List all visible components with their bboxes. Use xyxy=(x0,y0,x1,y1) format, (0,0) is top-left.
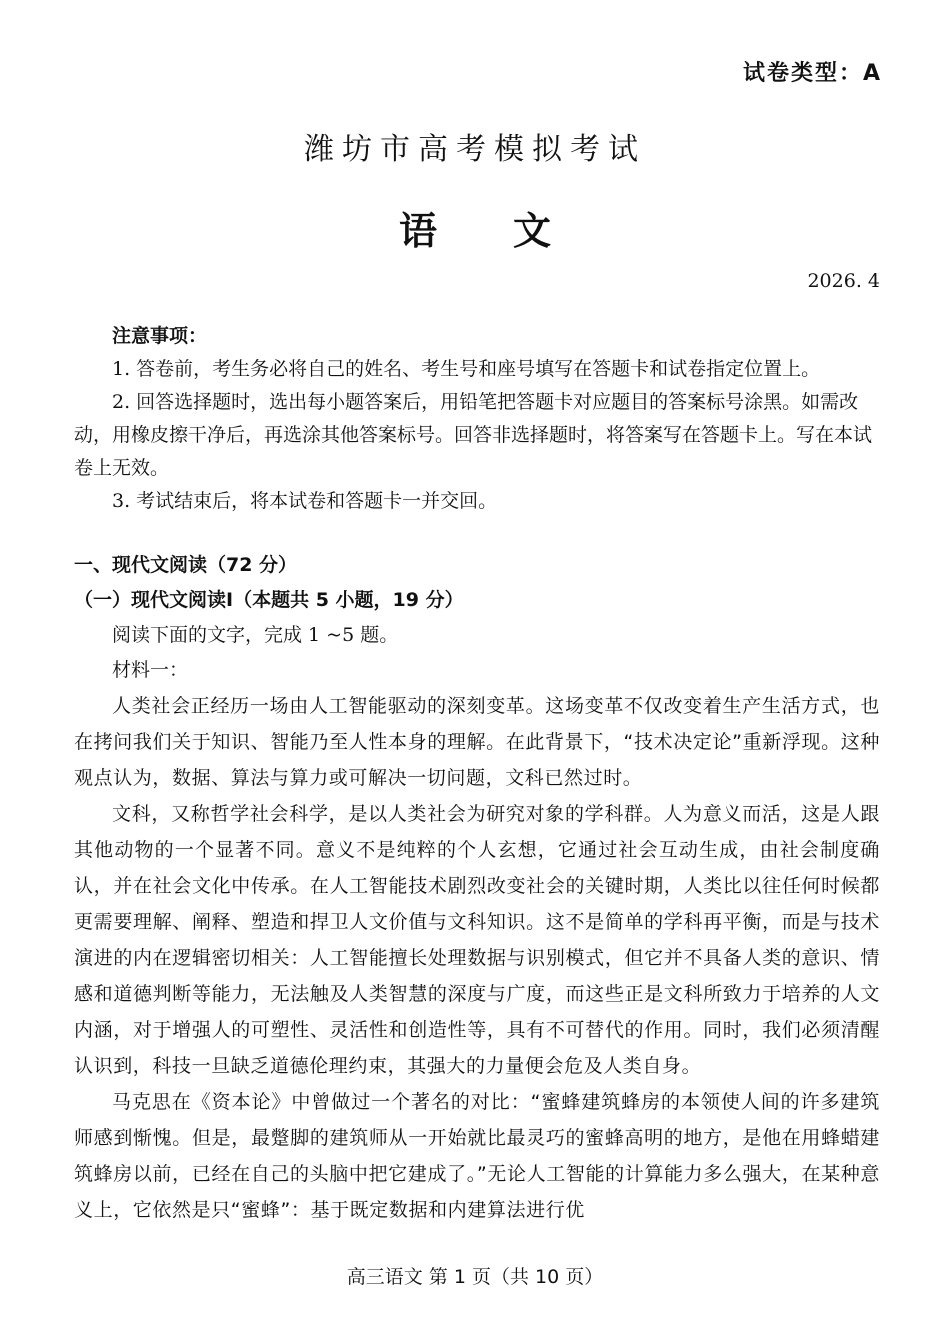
reading-section xyxy=(74,548,880,1228)
subject-title xyxy=(0,200,950,255)
subsection-detail: （本题共 5 小题，19 分） xyxy=(233,589,464,611)
notice-item-2: 2. 回答选择题时，选出每小题答案后，用铅笔把答题卡对应题目的答案标号涂黑。如需改动，用橡皮擦干净后，再选涂其他答案标号。回答非选择题时，将答案写在答题卡上。写在本试卷上无效。 xyxy=(74,391,873,479)
exam-type-label: 试卷类型：A xyxy=(742,61,882,86)
passage-paragraph: 马克思在《资本论》中曾做过一个著名的对比：“蜜蜂建筑蜂房的本领使人间的许多建筑师感到惭愧。但是，最蹩脚的建筑师从一开始就比最灵巧的蜜蜂高明的地方，是他在用蜂蜡建筑蜂房以前，已经在自己的头脑中把它建成了。”无论人工智能的计算能力多么强大，在某种意义上，它依然是只“蜜蜂”：基于既定数据和内建算法进行优 xyxy=(74,1091,880,1221)
page-footer: 高三语文 第 1 页（共 10 页） xyxy=(346,1266,604,1288)
section-title: 一、现代文阅读（72 分） xyxy=(74,554,298,576)
exam-title: 潍坊市高考模拟考试 xyxy=(304,132,646,167)
passage-paragraph: 文科，又称哲学社会科学，是以人类社会为研究对象的学科群。人为意义而活，这是人跟其他动物的一个显著不同。意义不是纯粹的个人玄想，它通过社会互动生成，由社会制度确认，并在社会文化中传承。在人工智能技术剧烈改变社会的关键时期，人类比以往任何时候都更需要理解、阐释、塑造和捍卫人文价值与文科知识。这不是简单的学科再平衡，而是与技术演进的内在逻辑密切相关：人工智能擅长处理数据与识别模式，但它并不具备人类的意识、情感和道德判断等能力，无法触及人类智慧的深度与广度，而这些正是文科所致力于培养的人文内涵，对于增强人的可塑性、灵活性和创造性等，具有不可替代的作用。同时，我们必须清醒认识到，科技一旦缺乏道德伦理约束，其强大的力量便会危及人类自身。 xyxy=(74,803,880,1077)
material-label: 材料一： xyxy=(112,659,189,681)
reading-instruction: 阅读下面的文字，完成 1 ~5 题。 xyxy=(112,624,399,646)
subject-char-1: 语 xyxy=(398,209,437,253)
notice-item-3: 3. 考试结束后，将本试卷和答题卡一并交回。 xyxy=(112,490,498,512)
passage-paragraph: 人类社会正经历一场由人工智能驱动的深刻变革。这场变革不仅改变着生产生活方式，也在拷问我们关于知识、智能乃至人性本身的理解。在此背景下，“技术决定论”重新浮现。这种观点认为，数据、算法与算力或可解决一切问题，文科已然过时。 xyxy=(74,695,880,789)
subject-char-2: 文 xyxy=(513,209,552,253)
notice-title: 注意事项： xyxy=(112,325,208,347)
notice-block xyxy=(74,320,880,518)
subsection-label: （一）现代文阅读Ⅰ xyxy=(74,589,234,611)
notice-item-1: 1. 答卷前，考生务必将自己的姓名、考生号和座号填写在答题卡和试卷指定位置上。 xyxy=(112,358,821,380)
exam-date: 2026. 4 xyxy=(807,270,880,292)
subsection-title xyxy=(74,583,880,618)
